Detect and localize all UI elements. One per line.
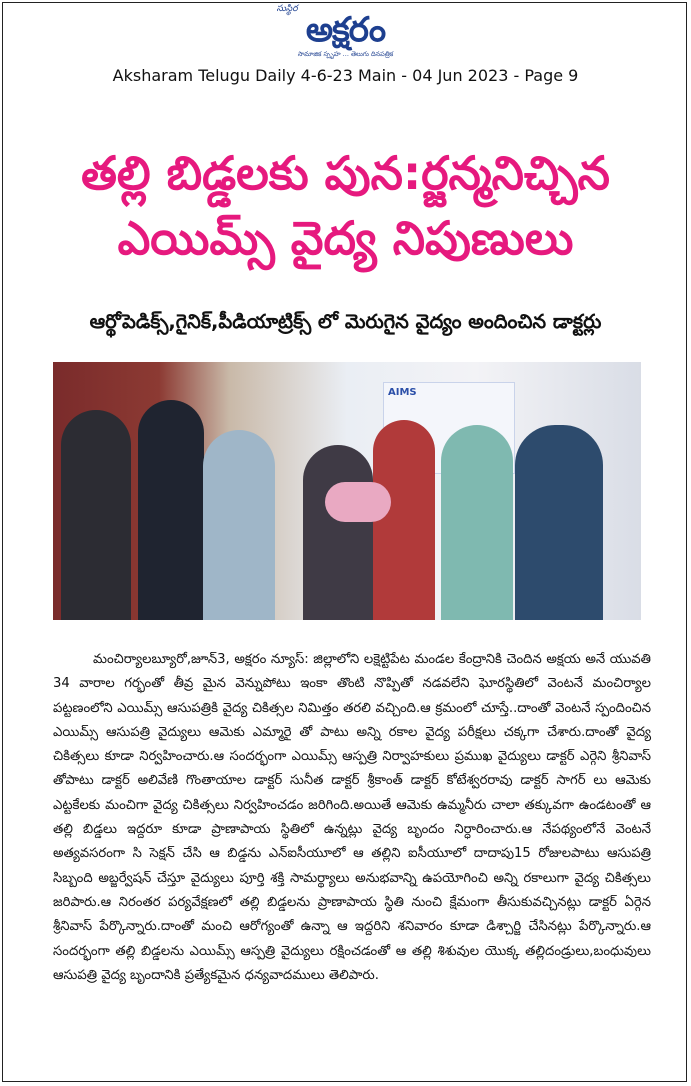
article-body (53, 648, 651, 988)
photo-person (441, 425, 513, 620)
photo-banner-text: AIMS (388, 387, 417, 398)
headline-line-1: తల్లి బిడ్డలకు పున:ర్జన్మనిచ్చిన (81, 146, 610, 200)
photo-person (138, 400, 204, 620)
photo-person (373, 420, 435, 620)
logo-tagline: సుస్థిర (276, 4, 298, 14)
photo-person (203, 430, 275, 620)
logo-subtitle: సామాజిక స్పృహ ... తెలుగు దినపత్రిక (297, 50, 394, 58)
source-line: Aksharam Telugu Daily 4-6-23 Main - 04 Jun 2023 - Page 9 (112, 66, 579, 85)
news-photo (53, 362, 641, 620)
article-paragraph: మంచిర్యాలబ్యూరో,జూన్3, అక్షరం న్యూస్: జిల్లాలోని లక్షెట్టిపేట మండల కేంద్రానికి చెందిన అక్షయ అనే యువతి 34 వారాల గర్భంతో తీవ్ర మైన వెన్నుపోటు ఇంకా తొంటి నొప్పితో నడవలేని ఘోరస్థితిలో వెంటనే మంచిర్యాల పట్టణంలోని ఎయిమ్స్ ఆసుపత్రికి వైద్య చికిత్సల నిమిత్తం తరలి వచ్చింది.ఆ క్రమంలో చూస్తే..దాంతో వెంటనే స్పందించిన ఎయిమ్స్ ఆసుపత్రి వైద్యులు ఆమెకు ఎమ్మారై తో పాటు అన్ని రకాల వైద్య పరీక్షలు చక్కగా చేశారు.దాంతో వైద్య చికిత్సలు కూడా నిర్వహించారు.ఆ సందర్భంగా ఎయిమ్స్ ఆస్పత్రి నిర్వాహకులు ప్రముఖ వైద్యులు డాక్టర్ ఎర్గెని శ్రీనివాస్ తోపాటు డాక్టర్ అలివేణి గొంతాయాల డాక్టర్ సునీత డాక్టర్ శ్రీకాంత్ డాక్టర్ కోటేశ్వరరావు డాక్టర్ సాగర్ లు ఆమెకు ఎట్టకేలకు మంచిగా వైద్య చికిత్సలు నిర్వహించడం జరిగింది.అయితే ఆమెకు ఉమ్మనీరు చాలా తక్కువగా ఉండటంతో ఆ తల్లి బిడ్డలు ఇద్దరూ కూడా ప్రాణాపాయ స్థితిలో ఉన్నట్లు వైద్య బృందం నిర్ధారించారు.ఆ నేపథ్యంలోనే వెంటనే అత్యవసరంగా సి సెక్షన్ చేసి ఆ బిడ్డను ఎన్ఐసీయూలో ఆ తల్లిని ఐసీయూలో దాదాపు15 రోజులపాటు ఆసుపత్రి సిబ్బంది అబ్జర్వేషన్ చేస్తూ వైద్యులు పూర్తి శక్తి సామర్థ్యాలు అనుభవాన్ని ఉపయోగించి అన్ని రకాలుగా వైద్య చికిత్సలు జరిపారు.ఆ నిరంతర పర్యవేక్షణలో తల్లి బిడ్డలను ప్రాణాపాయ స్థితి నుంచి క్షేమంగా తీసుకువచ్చినట్లు డాక్టర్ ఏర్గెన శ్రీనివాస్ పేర్కొన్నారు.దాంతో మంచి ఆరోగ్యంతో ఉన్నా ఆ ఇద్దరిని శనివారం కూడా డిశ్చార్జి చేసినట్లు పేర్కొన్నారు.ఆ సందర్భంగా తల్లి బిడ్డలను ఎయిమ్స్ ఆస్పత్రి వైద్యులు రక్షించడంతో ఆ తల్లి శిశువుల యొక్క తల్లిదండ్రులు,బంధువులు ఆసుపత్రి వైద్య బృందానికి ప్రత్యేకమైన ధన్యవాదములు తెలిపారు. (53, 652, 651, 983)
newspaper-logo (271, 4, 421, 60)
photo-person (515, 425, 603, 620)
photo-person (303, 445, 373, 620)
photo-bouquet (325, 482, 391, 522)
logo-wordmark: అక్షరం (305, 10, 386, 50)
subheadline: ఆర్థోపెడిక్స్,గైనిక్,పీడియాట్రిక్స్ లో మెరుగైన వైద్యం అందించిన డాక్టర్లు (89, 310, 602, 333)
photo-person (61, 410, 131, 620)
masthead (0, 4, 691, 64)
headline-line-2: ఎయిమ్స్ వైద్య నిపుణులు (117, 211, 574, 265)
